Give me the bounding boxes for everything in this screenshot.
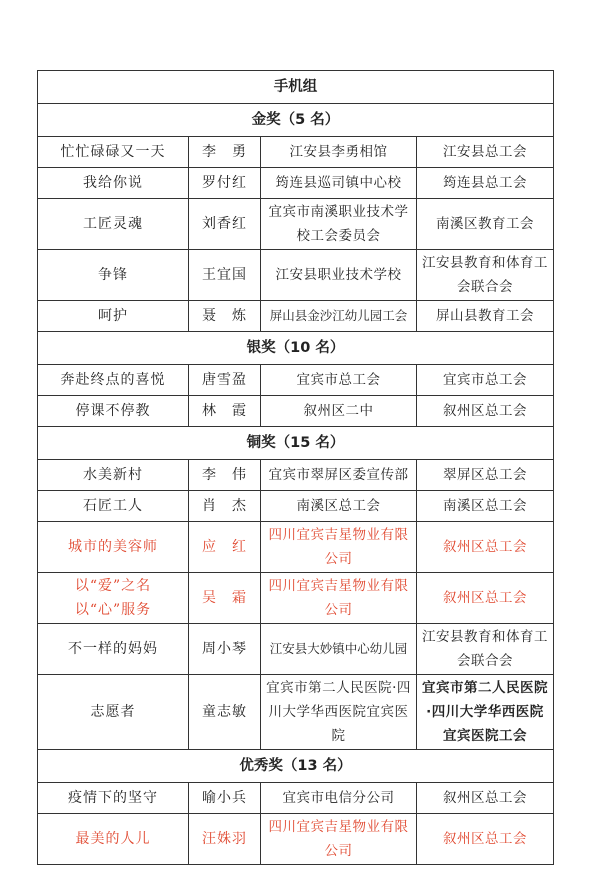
author-organization: 江安县大妙镇中心幼儿园 xyxy=(261,624,417,675)
author-organization: 宜宾市翠屏区委宣传部 xyxy=(261,460,417,491)
section-header-gold xyxy=(38,104,554,137)
table-row xyxy=(38,396,554,427)
work-title: 城市的美容师 xyxy=(38,522,189,573)
author-name: 周小琴 xyxy=(189,624,261,675)
table-row xyxy=(38,814,554,865)
work-title: 志愿者 xyxy=(38,675,189,750)
work-title-line-2: 以“心”服务 xyxy=(74,602,152,618)
author-name: 肖 杰 xyxy=(189,491,261,522)
author-name: 罗付红 xyxy=(189,168,261,199)
section-header-silver xyxy=(38,332,554,365)
author-organization: 江安县职业技术学校 xyxy=(261,250,417,301)
work-title: 工匠灵魂 xyxy=(38,199,189,250)
author-name: 汪姝羽 xyxy=(189,814,261,865)
author-organization: 筠连县巡司镇中心校 xyxy=(261,168,417,199)
author-organization: 宜宾市电信分公司 xyxy=(261,783,417,814)
author-name: 王宜国 xyxy=(189,250,261,301)
table-row xyxy=(38,365,554,396)
recommending-unit: 南溪区教育工会 xyxy=(417,199,554,250)
work-title: 最美的人儿 xyxy=(38,814,189,865)
author-organization: 四川宜宾吉星物业有限公司 xyxy=(261,522,417,573)
work-title: 不一样的妈妈 xyxy=(38,624,189,675)
table-row xyxy=(38,675,554,750)
author-name: 喻小兵 xyxy=(189,783,261,814)
table-row xyxy=(38,137,554,168)
section-title: 金奖（5 名） xyxy=(38,104,554,137)
recommending-unit: 江安县教育和体育工会联合会 xyxy=(417,624,554,675)
group-title-row xyxy=(38,71,554,104)
recommending-unit: 叙州区总工会 xyxy=(417,396,554,427)
section-title: 银奖（10 名） xyxy=(38,332,554,365)
table-row xyxy=(38,250,554,301)
recommending-unit: 南溪区总工会 xyxy=(417,491,554,522)
author-organization: 江安县李勇相馆 xyxy=(261,137,417,168)
author-organization: 屏山县金沙江幼儿园工会 xyxy=(261,301,417,332)
section-header-bronze xyxy=(38,427,554,460)
work-title xyxy=(38,573,189,624)
table-row xyxy=(38,301,554,332)
recommending-unit: 叙州区总工会 xyxy=(417,783,554,814)
author-name: 林 霞 xyxy=(189,396,261,427)
recommending-unit: 筠连县总工会 xyxy=(417,168,554,199)
author-name: 李 伟 xyxy=(189,460,261,491)
work-title: 争锋 xyxy=(38,250,189,301)
recommending-unit: 江安县教育和体育工会联合会 xyxy=(417,250,554,301)
author-name: 吴 霜 xyxy=(189,573,261,624)
author-organization: 四川宜宾吉星物业有限公司 xyxy=(261,573,417,624)
author-name: 童志敏 xyxy=(189,675,261,750)
table-row xyxy=(38,573,554,624)
work-title: 忙忙碌碌又一天 xyxy=(38,137,189,168)
work-title: 疫情下的坚守 xyxy=(38,783,189,814)
table-row xyxy=(38,783,554,814)
work-title: 水美新村 xyxy=(38,460,189,491)
award-table-container xyxy=(37,70,553,865)
author-name: 刘香红 xyxy=(189,199,261,250)
award-table xyxy=(37,70,554,865)
table-row xyxy=(38,460,554,491)
table-row xyxy=(38,199,554,250)
table-row xyxy=(38,522,554,573)
author-organization: 宜宾市总工会 xyxy=(261,365,417,396)
work-title: 我给你说 xyxy=(38,168,189,199)
recommending-unit: 屏山县教育工会 xyxy=(417,301,554,332)
recommending-unit: 翠屏区总工会 xyxy=(417,460,554,491)
work-title: 呵护 xyxy=(38,301,189,332)
author-name: 唐雪盈 xyxy=(189,365,261,396)
work-title: 停课不停教 xyxy=(38,396,189,427)
table-row xyxy=(38,168,554,199)
recommending-unit: 江安县总工会 xyxy=(417,137,554,168)
work-title: 石匠工人 xyxy=(38,491,189,522)
table-row xyxy=(38,624,554,675)
work-title-line-1: 以“爱”之名 xyxy=(74,578,152,594)
author-name: 应 红 xyxy=(189,522,261,573)
recommending-unit: 宜宾市总工会 xyxy=(417,365,554,396)
group-title: 手机组 xyxy=(38,71,554,104)
recommending-unit: 叙州区总工会 xyxy=(417,573,554,624)
recommending-unit: 叙州区总工会 xyxy=(417,814,554,865)
recommending-unit: 宜宾市第二人民医院·四川大学华西医院宜宾医院工会 xyxy=(417,675,554,750)
author-name: 李 勇 xyxy=(189,137,261,168)
section-header-excellence xyxy=(38,750,554,783)
author-organization: 叙州区二中 xyxy=(261,396,417,427)
author-organization: 宜宾市第二人民医院·四川大学华西医院宜宾医院 xyxy=(261,675,417,750)
table-row xyxy=(38,491,554,522)
recommending-unit: 叙州区总工会 xyxy=(417,522,554,573)
author-organization: 四川宜宾吉星物业有限公司 xyxy=(261,814,417,865)
author-organization: 南溪区总工会 xyxy=(261,491,417,522)
section-title: 优秀奖（13 名） xyxy=(38,750,554,783)
section-title: 铜奖（15 名） xyxy=(38,427,554,460)
author-organization: 宜宾市南溪职业技术学校工会委员会 xyxy=(261,199,417,250)
author-name: 聂 炼 xyxy=(189,301,261,332)
work-title: 奔赴终点的喜悦 xyxy=(38,365,189,396)
